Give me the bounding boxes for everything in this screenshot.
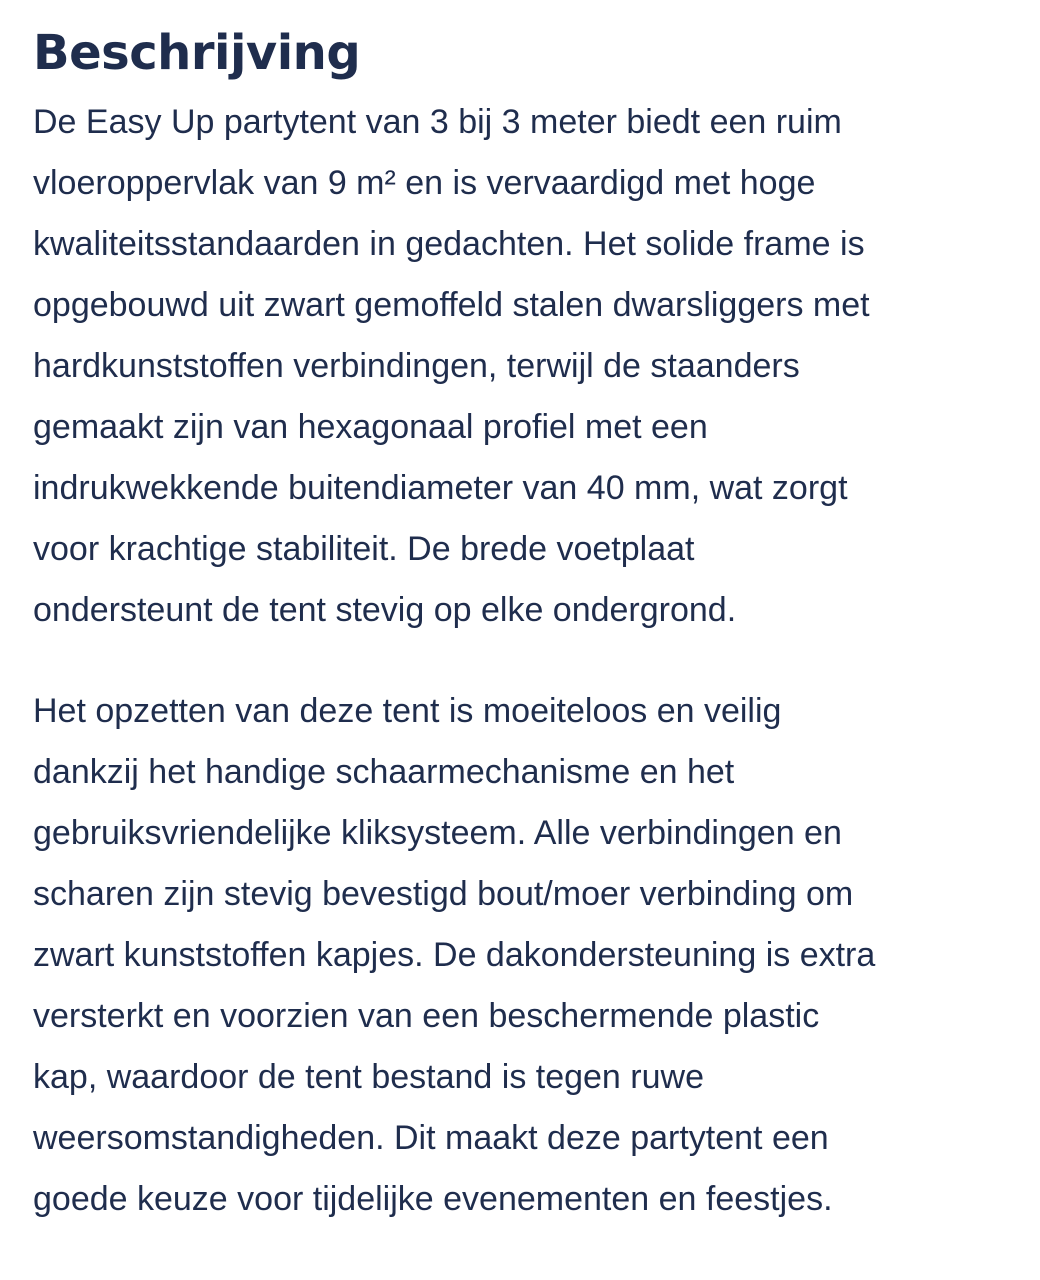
description-section <box>33 22 1023 1230</box>
description-paragraph-2: Het opzetten van deze tent is moeiteloos en veilig dankzij het handige schaarmechanisme en het gebruiksvriendelijke kliksysteem. Alle verbindingen en scharen zijn stevig bevestigd bout/moer verbinding om zwart kunststoffen kapjes. De dakondersteuning is extra versterkt en voorzien van een beschermende plastic kap, waardoor de tent bestand is tegen ruwe weersomstandigheden. Dit maakt deze partytent een goede keuze voor tijdelijke evenementen en feestjes. <box>33 692 876 1218</box>
description-paragraph-1: De Easy Up partytent van 3 bij 3 meter biedt een ruim vloeroppervlak van 9 m² en is vervaardigd met hoge kwaliteitsstandaarden in gedachten. Het solide frame is opgebouwd uit zwart gemoffeld stalen dwarsliggers met hardkunststoffen verbindingen, terwijl de staanders gemaakt zijn van hexagonaal profiel met een indrukwekkende buitendiameter van 40 mm, wat zorgt voor krachtige stabiliteit. De brede voetplaat ondersteunt de tent stevig op elke ondergrond. <box>33 103 870 629</box>
section-title: Beschrijving <box>33 25 361 81</box>
